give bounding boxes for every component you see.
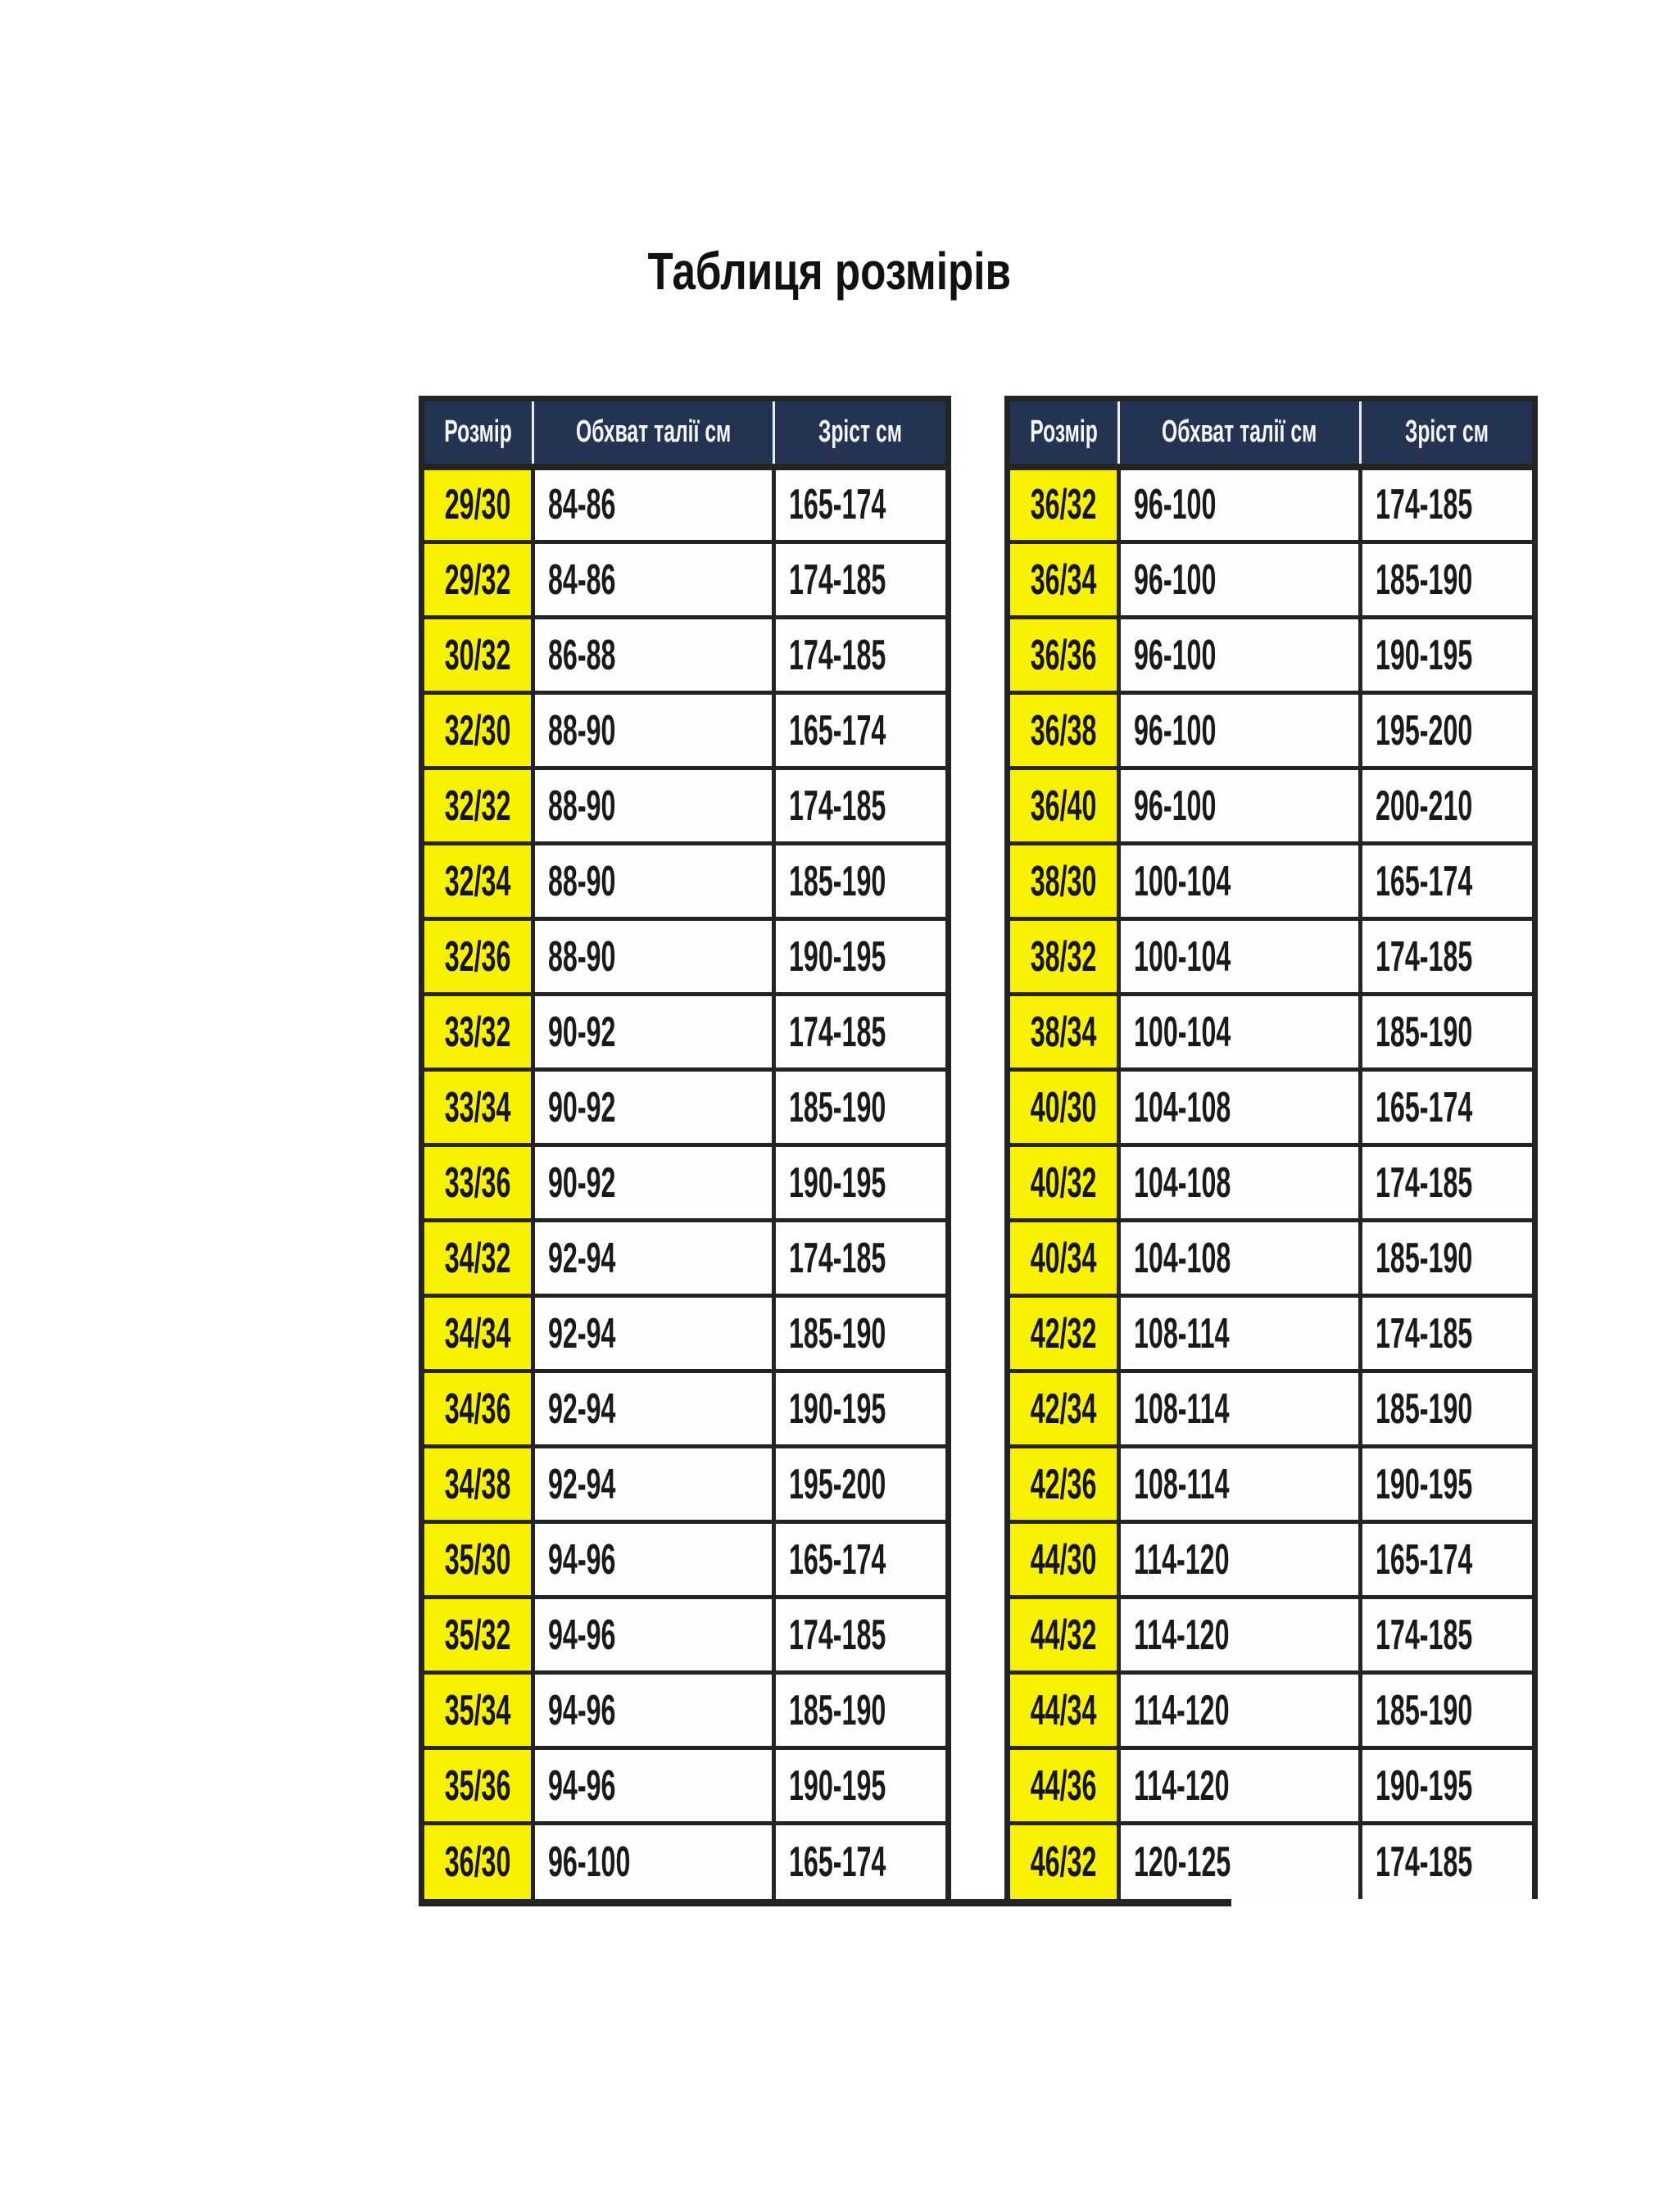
table-row [422,618,949,693]
height-cell: 165-174 [774,1824,949,1899]
waist-cell: 94-96 [533,1673,774,1748]
size-cell: 29/32 [422,542,533,618]
table-row [422,1748,949,1824]
waist-cell: 96-100 [1119,693,1360,768]
table-row [422,1371,949,1447]
right-size-table [1004,396,1537,1899]
size-cell: 35/32 [422,1598,533,1673]
waist-cell: 96-100 [1119,542,1360,618]
waist-cell: 88-90 [533,844,774,919]
waist-cell: 84-86 [533,467,774,542]
size-cell: 32/36 [422,919,533,995]
size-cell: 40/32 [1008,1145,1119,1221]
table-row [1008,1673,1534,1748]
table-row [1008,1824,1534,1899]
header-row [1008,399,1534,467]
size-column-header: Розмір [1008,399,1119,467]
table-row [1008,1748,1534,1824]
left-size-table [419,396,951,1899]
size-cell: 46/32 [1008,1824,1119,1899]
waist-cell: 90-92 [533,1070,774,1145]
waist-cell: 92-94 [533,1296,774,1371]
table-row [1008,467,1534,542]
size-cell: 38/34 [1008,995,1119,1070]
height-cell: 174-185 [1360,467,1534,542]
waist-cell: 114-120 [1119,1748,1360,1824]
waist-cell: 92-94 [533,1371,774,1447]
height-cell: 185-190 [1360,1371,1534,1447]
size-cell: 42/34 [1008,1371,1119,1447]
size-cell: 38/30 [1008,844,1119,919]
waist-cell: 94-96 [533,1522,774,1598]
height-cell: 174-185 [1360,1598,1534,1673]
waist-cell: 88-90 [533,919,774,995]
height-cell: 174-185 [774,542,949,618]
table-row [1008,618,1534,693]
size-cell: 44/30 [1008,1522,1119,1598]
table-row [1008,1070,1534,1145]
size-cell: 36/40 [1008,768,1119,844]
height-cell: 174-185 [774,768,949,844]
size-cell: 36/30 [422,1824,533,1899]
table-row [422,1221,949,1296]
table-row [1008,1145,1534,1221]
height-cell: 174-185 [774,618,949,693]
table-row [422,1296,949,1371]
waist-cell: 100-104 [1119,919,1360,995]
height-cell: 190-195 [774,919,949,995]
table-row [422,1598,949,1673]
table-row [422,1447,949,1522]
size-cell: 34/36 [422,1371,533,1447]
table-row [422,542,949,618]
table-row [422,995,949,1070]
waist-cell: 114-120 [1119,1598,1360,1673]
height-cell: 190-195 [774,1145,949,1221]
table-row [422,1522,949,1598]
height-cell: 185-190 [1360,1221,1534,1296]
table-row [422,1824,949,1899]
height-cell: 185-190 [774,1296,949,1371]
height-cell: 165-174 [774,1522,949,1598]
height-cell: 190-195 [1360,1748,1534,1824]
height-cell: 165-174 [774,467,949,542]
size-cell: 34/32 [422,1221,533,1296]
height-cell: 190-195 [774,1371,949,1447]
table-row [422,1145,949,1221]
size-cell: 42/36 [1008,1447,1119,1522]
waist-cell: 86-88 [533,618,774,693]
table-row [422,768,949,844]
waist-cell: 90-92 [533,1145,774,1221]
size-cell: 30/32 [422,618,533,693]
waist-cell: 108-114 [1119,1296,1360,1371]
waist-column-header: Обхват талії см [533,399,774,467]
size-cell: 33/34 [422,1070,533,1145]
height-cell: 190-195 [1360,618,1534,693]
waist-cell: 94-96 [533,1748,774,1824]
height-column-header: Зріст см [1360,399,1534,467]
height-column-header: Зріст см [774,399,949,467]
table-row [1008,1598,1534,1673]
table-row [422,467,949,542]
height-cell: 190-195 [774,1748,949,1824]
waist-cell: 84-86 [533,542,774,618]
waist-cell: 114-120 [1119,1522,1360,1598]
height-cell: 174-185 [1360,919,1534,995]
size-cell: 44/32 [1008,1598,1119,1673]
height-cell: 185-190 [774,844,949,919]
size-cell: 44/36 [1008,1748,1119,1824]
table-row [1008,768,1534,844]
table-row [1008,1522,1534,1598]
size-cell: 33/36 [422,1145,533,1221]
size-cell: 33/32 [422,995,533,1070]
size-cell: 42/32 [1008,1296,1119,1371]
size-cell: 44/34 [1008,1673,1119,1748]
size-cell: 32/30 [422,693,533,768]
size-cell: 36/34 [1008,542,1119,618]
waist-cell: 100-104 [1119,844,1360,919]
waist-cell: 96-100 [1119,467,1360,542]
size-cell: 36/38 [1008,693,1119,768]
size-cell: 34/38 [422,1447,533,1522]
height-cell: 174-185 [774,1598,949,1673]
table-row [1008,1371,1534,1447]
height-cell: 174-185 [774,1221,949,1296]
height-cell: 174-185 [1360,1824,1534,1899]
size-cell: 36/36 [1008,618,1119,693]
height-cell: 195-200 [1360,693,1534,768]
waist-cell: 104-108 [1119,1145,1360,1221]
height-cell: 165-174 [774,693,949,768]
waist-column-header: Обхват талії см [1119,399,1360,467]
waist-cell: 108-114 [1119,1371,1360,1447]
waist-cell: 104-108 [1119,1070,1360,1145]
height-cell: 185-190 [774,1070,949,1145]
size-cell: 40/34 [1008,1221,1119,1296]
table-row [422,919,949,995]
table-row [1008,919,1534,995]
size-cell: 35/34 [422,1673,533,1748]
waist-cell: 88-90 [533,693,774,768]
size-cell: 29/30 [422,467,533,542]
waist-cell: 96-100 [1119,618,1360,693]
waist-cell: 92-94 [533,1447,774,1522]
table-row [1008,693,1534,768]
waist-cell: 92-94 [533,1221,774,1296]
height-cell: 174-185 [774,995,949,1070]
waist-cell: 114-120 [1119,1673,1360,1748]
height-cell: 195-200 [774,1447,949,1522]
size-cell: 35/30 [422,1522,533,1598]
height-cell: 174-185 [1360,1145,1534,1221]
size-cell: 40/30 [1008,1070,1119,1145]
waist-cell: 96-100 [1119,768,1360,844]
table-row [422,1673,949,1748]
waist-cell: 104-108 [1119,1221,1360,1296]
height-cell: 165-174 [1360,844,1534,919]
waist-cell: 88-90 [533,768,774,844]
size-column-header: Розмір [422,399,533,467]
height-cell: 185-190 [1360,995,1534,1070]
size-cell: 32/34 [422,844,533,919]
height-cell: 190-195 [1360,1447,1534,1522]
header-row [422,399,949,467]
size-tables-container [419,396,1489,1906]
size-cell: 38/32 [1008,919,1119,995]
waist-cell: 100-104 [1119,995,1360,1070]
waist-cell: 108-114 [1119,1447,1360,1522]
page-title: Таблиця розмірів [647,242,1012,301]
table-row [1008,995,1534,1070]
height-cell: 185-190 [1360,1673,1534,1748]
height-cell: 185-190 [1360,542,1534,618]
table-row [1008,1447,1534,1522]
table-row [422,1070,949,1145]
waist-cell: 90-92 [533,995,774,1070]
table-row [422,844,949,919]
height-cell: 200-210 [1360,768,1534,844]
table-row [1008,844,1534,919]
waist-cell: 120-125 [1119,1824,1360,1899]
waist-cell: 96-100 [533,1824,774,1899]
height-cell: 165-174 [1360,1070,1534,1145]
waist-cell: 94-96 [533,1598,774,1673]
size-cell: 34/34 [422,1296,533,1371]
size-cell: 36/32 [1008,467,1119,542]
height-cell: 185-190 [774,1673,949,1748]
height-cell: 165-174 [1360,1522,1534,1598]
table-row [1008,542,1534,618]
size-cell: 32/32 [422,768,533,844]
height-cell: 174-185 [1360,1296,1534,1371]
size-cell: 35/36 [422,1748,533,1824]
table-row [1008,1221,1534,1296]
table-row [1008,1296,1534,1371]
table-row [422,693,949,768]
